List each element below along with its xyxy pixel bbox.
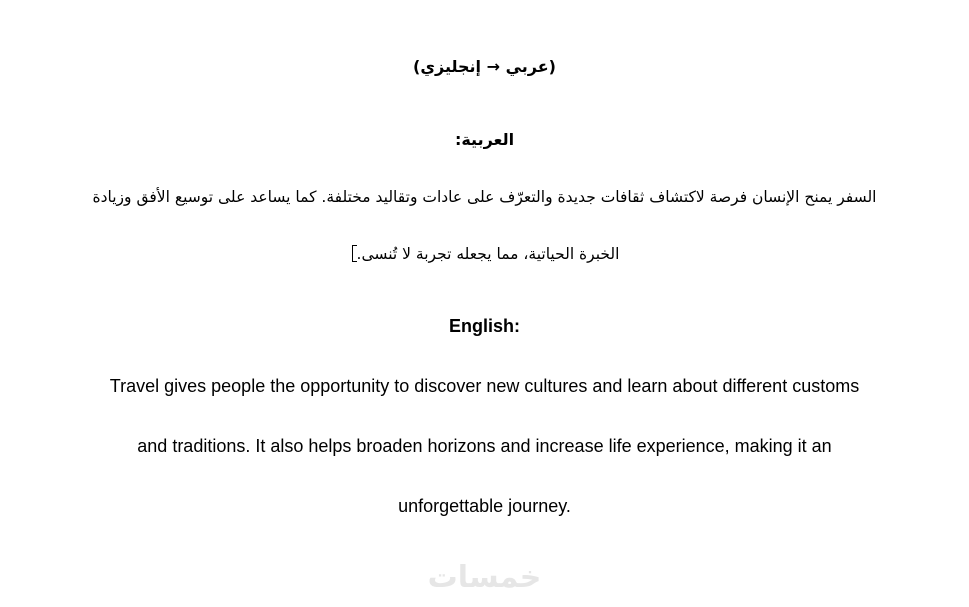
english-line-3-text: unforgettable journey. <box>398 496 571 516</box>
translation-direction-text: (عربي → إنجليزي) <box>413 57 556 76</box>
arabic-line-2-text: الخبرة الحياتية، مما يجعله تجربة لا تُنسى. <box>356 245 620 263</box>
english-section-heading <box>0 316 969 337</box>
english-paragraph-line-1 <box>0 376 969 397</box>
arabic-heading-text: العربية: <box>454 130 515 149</box>
arabic-paragraph-line-1 <box>0 188 969 206</box>
watermark-logo <box>0 560 969 595</box>
english-paragraph-line-3 <box>0 496 969 517</box>
arabic-paragraph-line-2 <box>0 245 969 263</box>
watermark-text: خمسات <box>427 560 542 595</box>
arabic-section-heading <box>0 130 969 149</box>
english-line-2-text: and traditions. It also helps broaden horizons and increase life experience, making it an <box>137 436 832 456</box>
english-heading-text: English: <box>449 316 520 336</box>
translation-direction-heading <box>0 57 969 76</box>
arabic-line-1-text: السفر يمنح الإنسان فرصة لاكتشاف ثقافات جديدة والتعرّف على عادات وتقاليد مختلفة. كما يساعد على توسيع الأفق وزيادة <box>92 188 877 206</box>
english-line-1-text: Travel gives people the opportunity to discover new cultures and learn about different customs <box>109 376 860 396</box>
english-paragraph-line-2 <box>0 436 969 457</box>
